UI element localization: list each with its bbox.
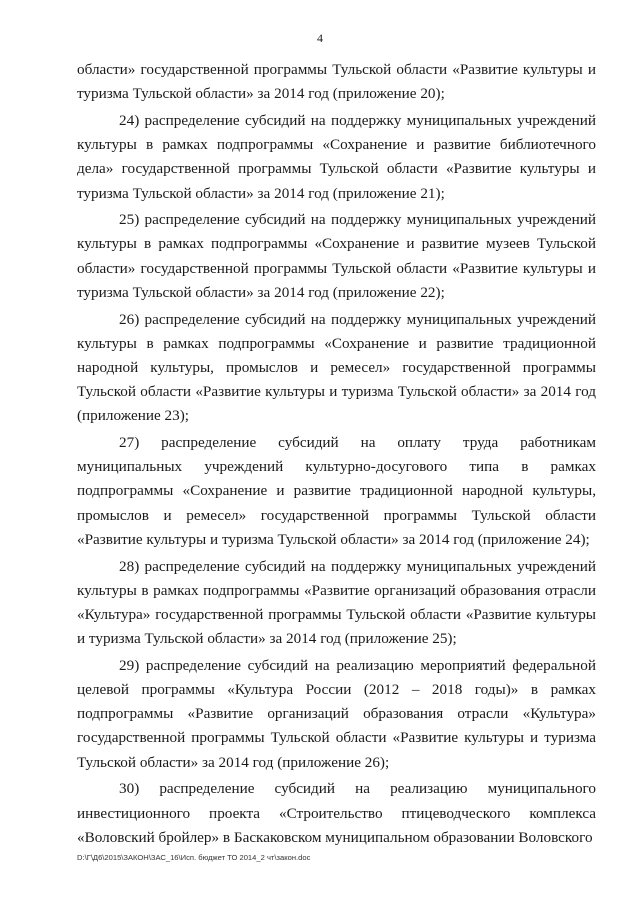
paragraph-continuation: области» государственной программы Тульской области «Развитие культуры и туризма Тульской области» за 2014 год (приложение 20);: [77, 61, 596, 103]
list-item-28: 28) распределение субсидий на поддержку муниципальных учреждений культуры в рамках подпрограммы «Развитие организаций образования отрасли «Культура» государственной программы Тульской области «Развитие культуры и туризма Тульской области» за 2014 год (приложение 25);: [77, 557, 596, 648]
page-number: 4: [317, 31, 323, 45]
list-item-26: 26) распределение субсидий на поддержку муниципальных учреждений культуры в рамках подпрограммы «Сохранение и развитие традиционной народной культуры, промыслов и ремесел» государственной программы Тульской области «Развитие культуры и туризма Тульской области» за 2014 год (приложение 23);: [77, 310, 596, 425]
document-body: [77, 58, 596, 853]
footer-file-path: D:\Г\Д6\2015\ЗАКОН\ЗАС_16\Исп. бюджет ТО 2014_2 чт\закон.doc: [77, 853, 311, 862]
list-item-24: 24) распределение субсидий на поддержку муниципальных учреждений культуры в рамках подпрограммы «Сохранение и развитие библиотечного дела» государственной программы Тульской области «Развитие культуры и туризма Тульской области» за 2014 год (приложение 21);: [77, 111, 596, 202]
list-item-30: 30) распределение субсидий на реализацию муниципального инвестиционного проекта «Строительство птицеводческого комплекса «Воловский бройлер» в Баскаковском муниципальном образовании Воловского: [77, 780, 596, 846]
list-item-27: 27) распределение субсидий на оплату труда работникам муниципальных учреждений культурно-досугового типа в рамках подпрограммы «Сохранение и развитие традиционной народной культуры, промыслов и ремесел» государственной программы Тульской области «Развитие культуры и туризма Тульской области» за 2014 год (приложение 24);: [77, 434, 596, 548]
list-item-29: 29) распределение субсидий на реализацию мероприятий федеральной целевой программы «Культура России (2012 – 2018 годы)» в рамках подпрограммы «Развитие организаций образования отрасли «Культура» государственной программы Тульской области «Развитие культуры и туризма Тульской области» за 2014 год (приложение 26);: [77, 656, 596, 771]
list-item-25: 25) распределение субсидий на поддержку муниципальных учреждений культуры в рамках подпрограммы «Сохранение и развитие музеев Тульской области» государственной программы Тульской области «Развитие культуры и туризма Тульской области» за 2014 год (приложение 22);: [77, 211, 596, 301]
